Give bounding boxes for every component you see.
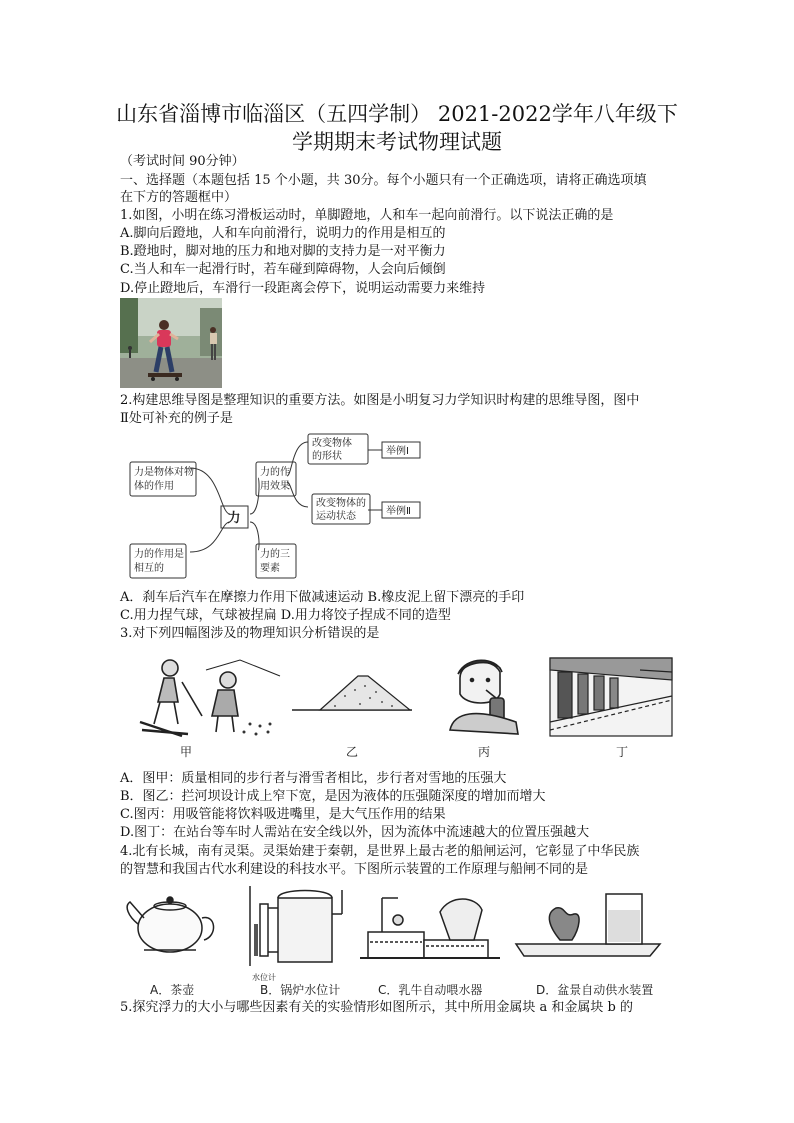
paper-title-line1: 山东省淄博市临淄区（五四学制） 2021-2022学年八年级下: [116, 102, 678, 126]
mindmap-shape-1: 改变物体: [312, 438, 352, 449]
figure-jia-snow: [140, 660, 280, 736]
label-jia: 甲: [180, 745, 193, 759]
mindmap-left-bottom-2: 相互的: [134, 563, 164, 574]
q3-option-d: D.图丁：在站台等车时人需站在安全线以外，因为流体中流速越大的位置压强越大: [120, 825, 590, 840]
mindmap-example-2: 举例Ⅱ: [386, 506, 411, 517]
q4-label-b: B．锅炉水位计: [260, 983, 341, 997]
q1-stem: 1.如图，小明在练习滑板运动时，单脚蹬地，人和车一起向前滑行。以下说法正确的是: [120, 208, 614, 223]
q1-option-a: A.脚向后蹬地，人和车向前滑行，说明力的作用是相互的: [120, 226, 446, 241]
q2-options-cd: C.用力捏气球，气球被捏扁 D.用力将饺子捏成不同的造型: [120, 608, 451, 623]
label-bing: 丙: [478, 745, 491, 759]
mindmap-effect-1: 力的作: [260, 467, 290, 478]
mindmap-three-2: 要素: [260, 563, 280, 574]
figure-cow-waterer: [360, 898, 500, 958]
mindmap-motion-1: 改变物体的: [316, 498, 366, 509]
water-gauge-label: 水位计: [252, 973, 276, 982]
q1-option-d: D.停止蹬地后，车滑行一段距离会停下，说明运动需要力来维持: [120, 281, 486, 296]
q4-figures: [120, 884, 680, 998]
mindmap-motion-2: 运动状态: [316, 511, 356, 522]
figure-ding-platform: [550, 658, 672, 736]
figure-bing-straw: [450, 660, 518, 734]
q4-label-d: D．盆景自动供水装置: [536, 983, 654, 997]
paper-title-line2: 学期期末考试物理试题: [292, 130, 502, 154]
mindmap-left-top-1: 力是物体对物: [134, 467, 194, 478]
figure-boiler: [250, 886, 342, 966]
skateboard-photo: [120, 298, 222, 388]
q4-label-c: C．乳牛自动喂水器: [378, 983, 483, 997]
q2-stem: 2.构建思维导图是整理知识的重要方法。如图是小明复习力学知识时构建的思维导图，图中: [120, 393, 640, 408]
force-mindmap: [120, 430, 440, 590]
q4-stem: 4.北有长城，南有灵渠。灵渠始建于秦朝，是世界上最古老的船闸运河，它彰显了中华民族: [120, 844, 640, 859]
q3-stem: 3.对下列四幅图涉及的物理知识分析错误的是: [120, 626, 380, 641]
q3-option-a: A．图甲：质量相同的步行者与滑雪者相比，步行者对雪地的压强大: [120, 771, 507, 786]
q1-option-b: B.蹬地时，脚对地的压力和地对脚的支持力是一对平衡力: [120, 244, 446, 259]
q1-option-c: C.当人和车一起滑行时，若车碰到障碍物，人会向后倾倒: [120, 262, 446, 277]
mindmap-center: 力: [227, 511, 241, 526]
mindmap-left-top-2: 体的作用: [134, 481, 174, 492]
exam-time: （考试时间 90分钟）: [120, 154, 245, 169]
figure-bonsai-supply: [516, 894, 660, 956]
q5-stem: 5.探究浮力的大小与哪些因素有关的实验情形如图所示，其中所用金属块 a 和金属块 b 的: [120, 1000, 634, 1015]
label-ding: 丁: [616, 745, 629, 759]
q4-label-a: A．茶壶: [150, 983, 195, 997]
mindmap-left-bottom-1: 力的作用是: [134, 549, 184, 560]
q3-option-b: B．图乙：拦河坝设计成上窄下宽，是因为液体的压强随深度的增加而增大: [120, 789, 546, 804]
mindmap-effect-2: 用效果: [260, 481, 290, 492]
section-heading-cont: 在下方的答题框中）: [120, 190, 238, 205]
section-heading: 一、选择题（本题包括 15 个小题，共 30分。每个小题只有一个正确选项，请将正确选项填: [120, 173, 647, 188]
q2-stem-cont: Ⅱ处可补充的例子是: [120, 411, 233, 426]
label-yi: 乙: [346, 745, 359, 759]
figure-yi-dam: [292, 676, 412, 710]
q2-options-ab: A．刹车后汽车在摩擦力作用下做减速运动 B.橡皮泥上留下漂亮的手印: [120, 590, 525, 605]
mindmap-example-1: 举例Ⅰ: [386, 446, 409, 457]
q3-option-c: C.图丙：用吸管能将饮料吸进嘴里，是大气压作用的结果: [120, 807, 446, 822]
q4-stem-cont: 的智慧和我国古代水利建设的科技水平。下图所示装置的工作原理与船闸不同的是: [120, 862, 589, 877]
mindmap-shape-2: 的形状: [312, 451, 342, 462]
figure-teapot: [127, 897, 213, 952]
q3-figures: [120, 650, 680, 768]
mindmap-three-1: 力的三: [260, 549, 290, 560]
